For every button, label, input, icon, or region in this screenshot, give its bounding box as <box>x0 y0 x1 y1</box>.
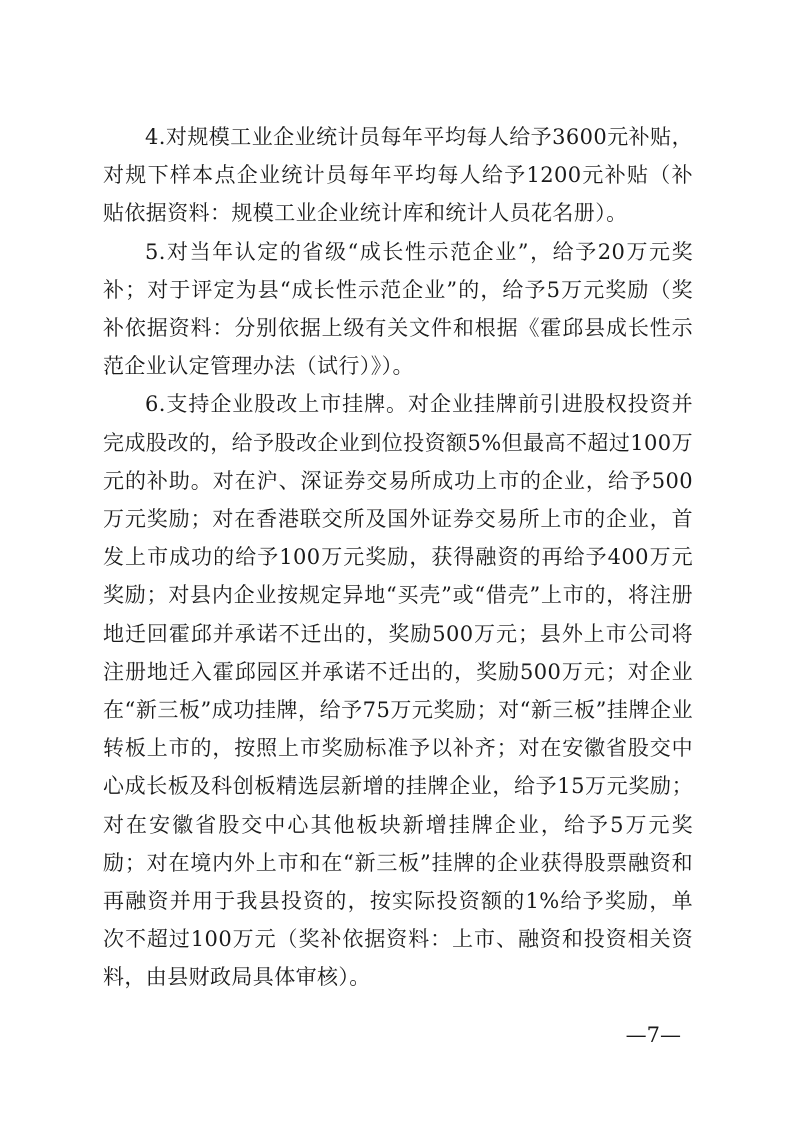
paragraph-item-4: 4.对规模工业企业统计员每年平均每人给予3600元补贴，对规下样本点企业统计员每年平均每人给予1200元补贴（补贴依据资料：规模工业企业统计库和统计人员花名册）。 <box>103 125 693 226</box>
paragraph-item-6: 6.支持企业股改上市挂牌。对企业挂牌前引进股权投资并完成股改的，给予股改企业到位投资额5%但最高不超过100万元的补助。对在沪、深证券交易所成功上市的企业，给予500万元奖励；对在香港联交所及国外证券交易所上市的企业，首发上市成功的给予100万元奖励，获得融资的再给予400万元奖励；对县内企业按规定异地“买壳”或“借壳”上市的，将注册地迁回霍邱并承诺不迁出的，奖励500万元；县外上市公司将注册地迁入霍邱园区并承诺不迁出的，奖励500万元；对企业在“新三板”成功挂牌，给予75万元奖励；对“新三板”挂牌企业转板上市的，按照上市奖励标准予以补齐；对在安徽省股交中心成长板及科创板精选层新增的挂牌企业，给予15万元奖励；对在安徽省股交中心其他板块新增挂牌企业，给予5万元奖励；对在境内外上市和在“新三板”挂牌的企业获得股票融资和再融资并用于我县投资的，按实际投资额的1%给予奖励，单次不超过100万元（奖补依据资料：上市、融资和投资相关资料，由县财政局具体审核）。 <box>103 392 693 990</box>
document-body <box>103 118 693 997</box>
paragraph-item-5: 5.对当年认定的省级“成长性示范企业”，给予20万元奖补；对于评定为县“成长性示范企业”的，给予5万元奖励（奖补依据资料：分别依据上级有关文件和根据《霍邱县成长性示范企业认定管理办法（试行）》）。 <box>103 239 693 379</box>
page-number: —7— <box>625 1023 681 1047</box>
